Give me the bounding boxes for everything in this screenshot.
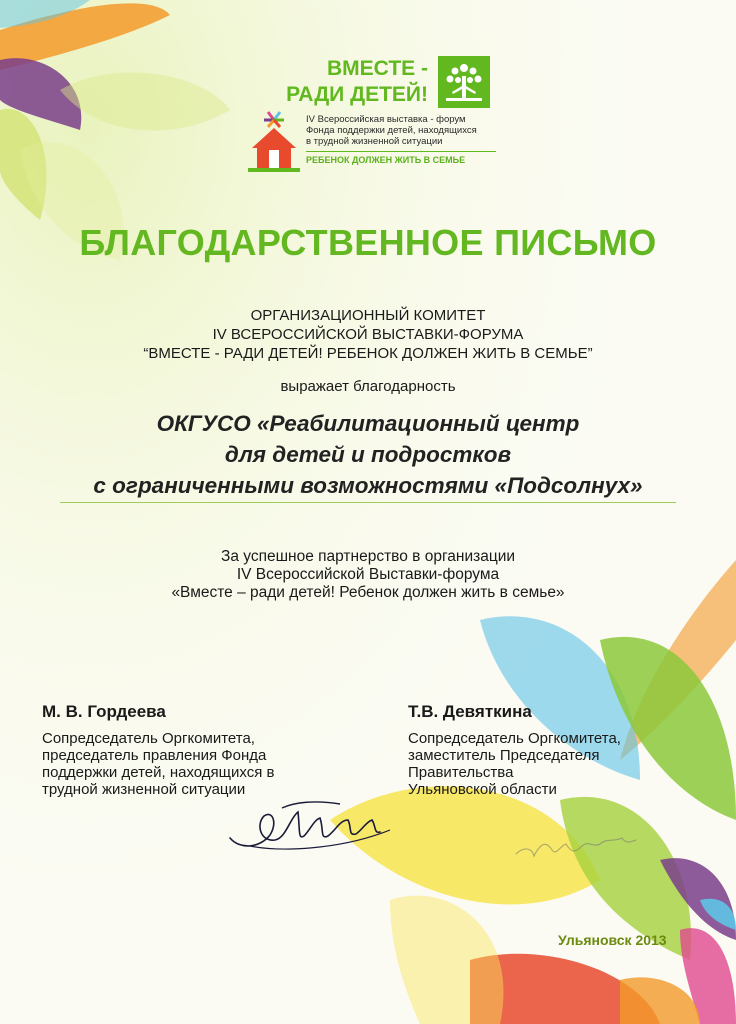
logo-description-line1: IV Всероссийская выставка - форум — [306, 114, 466, 125]
recipient-block — [0, 408, 736, 501]
partnership-line3: «Вместе – ради детей! Ребенок должен жить в семье» — [171, 584, 565, 601]
city-year: Ульяновск 2013 — [558, 932, 667, 948]
logo-description-line3: в трудной жизненной ситуации — [306, 136, 443, 147]
partnership-line2: IV Всероссийской Выставки-форума — [236, 566, 500, 583]
recipient-underline — [60, 502, 676, 503]
partnership-block — [0, 548, 736, 602]
committee-block — [0, 306, 736, 363]
signature-right — [510, 826, 640, 866]
logo-divider — [306, 151, 496, 152]
recipient-line2: для детей и подростков — [224, 442, 512, 467]
signer-right-role-line1: Сопредседатель Оргкомитета, — [408, 730, 621, 747]
recipient-line1: ОКГУСО «Реабилитационный центр — [156, 411, 580, 436]
signer-left-name: М. В. Гордеева — [42, 702, 166, 721]
tree-icon — [438, 56, 490, 108]
signer-right — [408, 702, 708, 798]
thanks-phrase: выражает благодарность — [280, 378, 456, 395]
signer-left-role-line4: трудной жизненной ситуации — [42, 781, 246, 798]
committee-line3: “ВМЕСТЕ - РАДИ ДЕТЕЙ! РЕБЕНОК ДОЛЖЕН ЖИТЬ В СЕМЬЕ” — [143, 345, 593, 362]
signer-right-role-line3: Правительства — [408, 764, 514, 781]
logo-title-line1: ВМЕСТЕ - — [327, 57, 428, 80]
signer-right-role-line2: заместитель Председателя — [408, 747, 600, 764]
event-logo — [242, 56, 502, 176]
logo-title-line2: РАДИ ДЕТЕЙ! — [286, 83, 428, 106]
document-title: БЛАГОДАРСТВЕННОЕ ПИСЬМО — [79, 222, 657, 263]
committee-line1: ОРГАНИЗАЦИОННЫЙ КОМИТЕТ — [250, 307, 486, 324]
signer-left — [42, 702, 342, 798]
partnership-line1: За успешное партнерство в организации — [220, 548, 516, 565]
house-icon — [248, 110, 300, 176]
signer-left-role-line3: поддержки детей, находящихся в — [42, 764, 275, 781]
logo-description-line2: Фонда поддержки детей, находящихся — [306, 125, 477, 136]
logo-tagline: РЕБЕНОК ДОЛЖЕН ЖИТЬ В СЕМЬЕ — [306, 155, 466, 165]
signer-left-role-line1: Сопредседатель Оргкомитета, — [42, 730, 255, 747]
recipient-line3: с ограниченными возможностями «Подсолнух» — [93, 473, 643, 498]
signer-left-role-line2: председатель правления Фонда — [42, 747, 267, 764]
signer-right-name: Т.В. Девяткина — [408, 702, 532, 721]
committee-line2: IV ВСЕРОССИЙСКОЙ ВЫСТАВКИ-ФОРУМА — [212, 326, 524, 343]
signature-left — [220, 790, 400, 860]
signer-right-role-line4: Ульяновской области — [408, 781, 557, 798]
